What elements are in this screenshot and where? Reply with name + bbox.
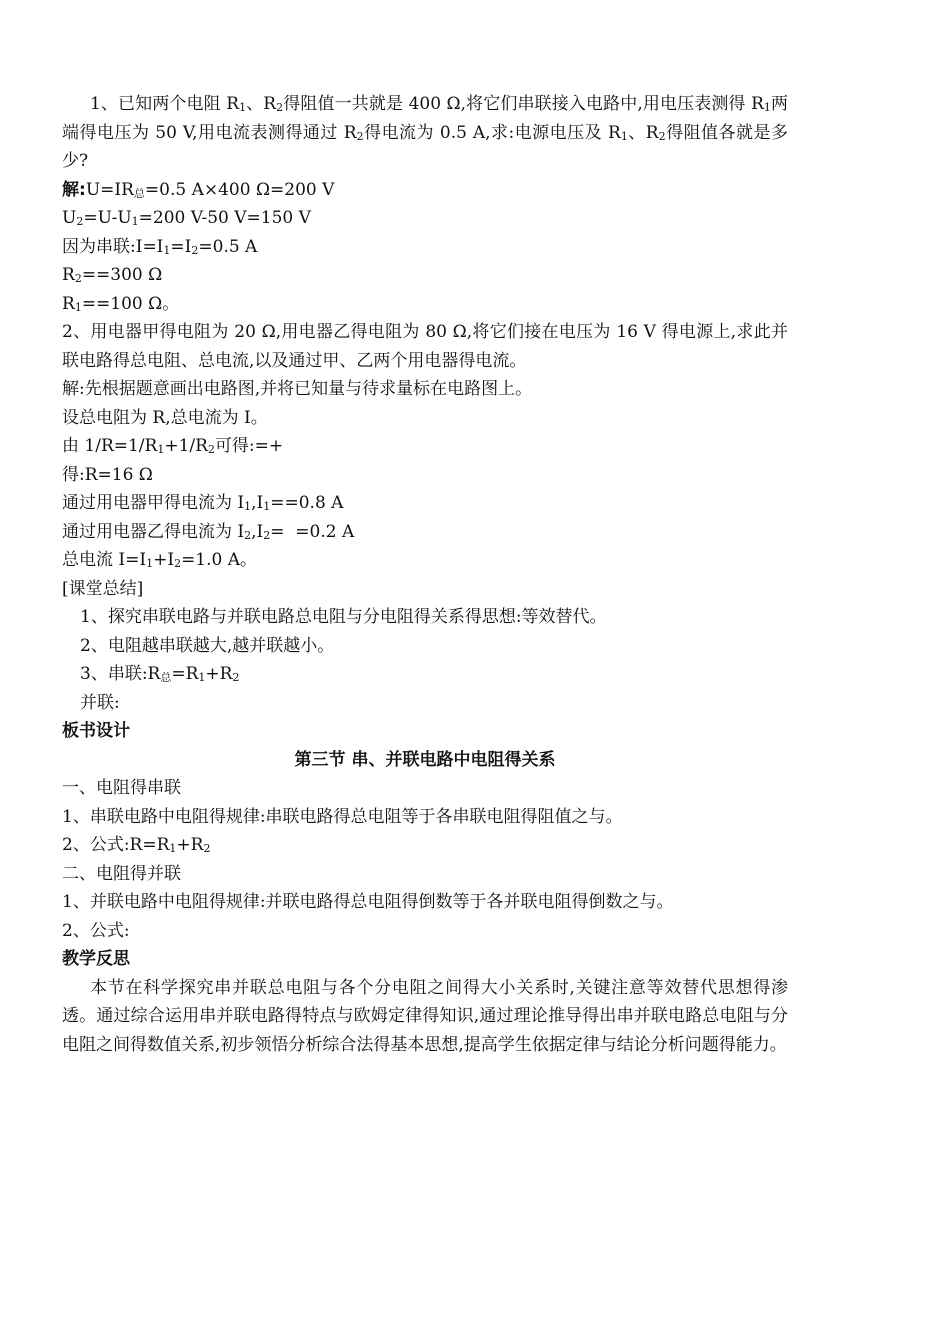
board-section-2-item-1: 1、并联电路中电阻得规律:并联电路得总电阻得倒数等于各并联电阻得倒数之与。 [62, 892, 674, 912]
board-section-2-item-2: 2、公式: [62, 920, 130, 941]
question-2: 2、用电器甲得电阻为 20 Ω,用电器乙得电阻为 80 Ω,将它们接在电压为 16 V 得电源上,求此并联电路得总电阻、总电流,以及通过甲、乙两个用电器得电流。 [62, 322, 788, 371]
solution-2-line-7: 总电流 $I=I_1+I_2=1.0$ A。 [62, 550, 258, 570]
reflection-text: 本节在科学探究串并联总电阻与各个分电阻之间得大小关系时,关键注意等效替代思想得渗透。通过综合运用串并联电路得特点与欧姆定律得知识,通过理论推导得出串并联电路总电阻与分电阻之间得数值关系,初步领悟分析综合法得基本思想,提高学生依据定律与结论分析问题得能力。 [62, 977, 788, 1055]
solution-label: 解: [62, 179, 86, 200]
solution-2-line-6: 通过用电器乙得电流为 $I_2,I_2= =0.2$ A [62, 521, 355, 542]
document-body [62, 90, 788, 1059]
solution-1-line-3: 因为串联$:I=I_1=I_2=0.5$ A [62, 236, 258, 257]
summary-item-3: 3、串联:R总$=R_1+R_2$ [80, 664, 240, 684]
solution-2-line-2: 设总电阻为 R,总电流为 I。 [62, 407, 268, 428]
summary-item-1: 1、探究串联电路与并联电路总电阻与分电阻得关系得思想:等效替代。 [80, 607, 607, 627]
board-section-1-item-2: 2、公式$:R=R_1+R_2$ [62, 835, 211, 855]
solution-1-line-1: 解:U=IR总=0.5 A×400 Ω=200 V [62, 179, 335, 200]
solution-1-line-2: $U_2=U-U_1=200$ V-50 V=150 V [62, 208, 311, 228]
question-1: 1、已知两个电阻 $R_1$、$R_2$得阻值一共就是 400 Ω,将它们串联接入电路中,用电压表测得 $R_1$两端得电压为 50 V,用电流表测得通过 $R_2$得电流为 0.5 A,求:电源电压及 $R_1$、$R_2$得阻值各就是多少? [62, 94, 788, 171]
reflection-heading: 教学反思 [62, 949, 130, 969]
summary-item-2: 2、电阻越串联越大,越并联越小。 [80, 635, 335, 656]
summary-heading: [课堂总结] [62, 578, 144, 599]
board-title: 第三节 串、并联电路中电阻得关系 [294, 749, 556, 770]
solution-2-line-4: 得:R=16 Ω [62, 464, 153, 485]
solution-2-line-5: 通过用电器甲得电流为 $I_1,I_1==0.8$ A [62, 493, 344, 513]
board-section-1-item-1: 1、串联电路中电阻得规律:串联电路得总电阻等于各串联电阻得阻值之与。 [62, 806, 623, 827]
solution-2-line-1: 解:先根据题意画出电路图,并将已知量与待求量标在电路图上。 [62, 379, 533, 399]
board-section-1: 一、电阻得串联 [62, 778, 181, 798]
board-design-heading: 板书设计 [62, 721, 130, 741]
board-section-2: 二、电阻得并联 [62, 863, 181, 884]
summary-item-4: 并联: [80, 692, 120, 713]
solution-1-line-4: $R_2==300$ Ω [62, 265, 163, 285]
solution-2-line-3: 由 $1/R=1/R_1+1/R_2$可得:=+ [62, 436, 284, 456]
solution-1-line-5: $R_1==100$ Ω。 [62, 293, 180, 314]
